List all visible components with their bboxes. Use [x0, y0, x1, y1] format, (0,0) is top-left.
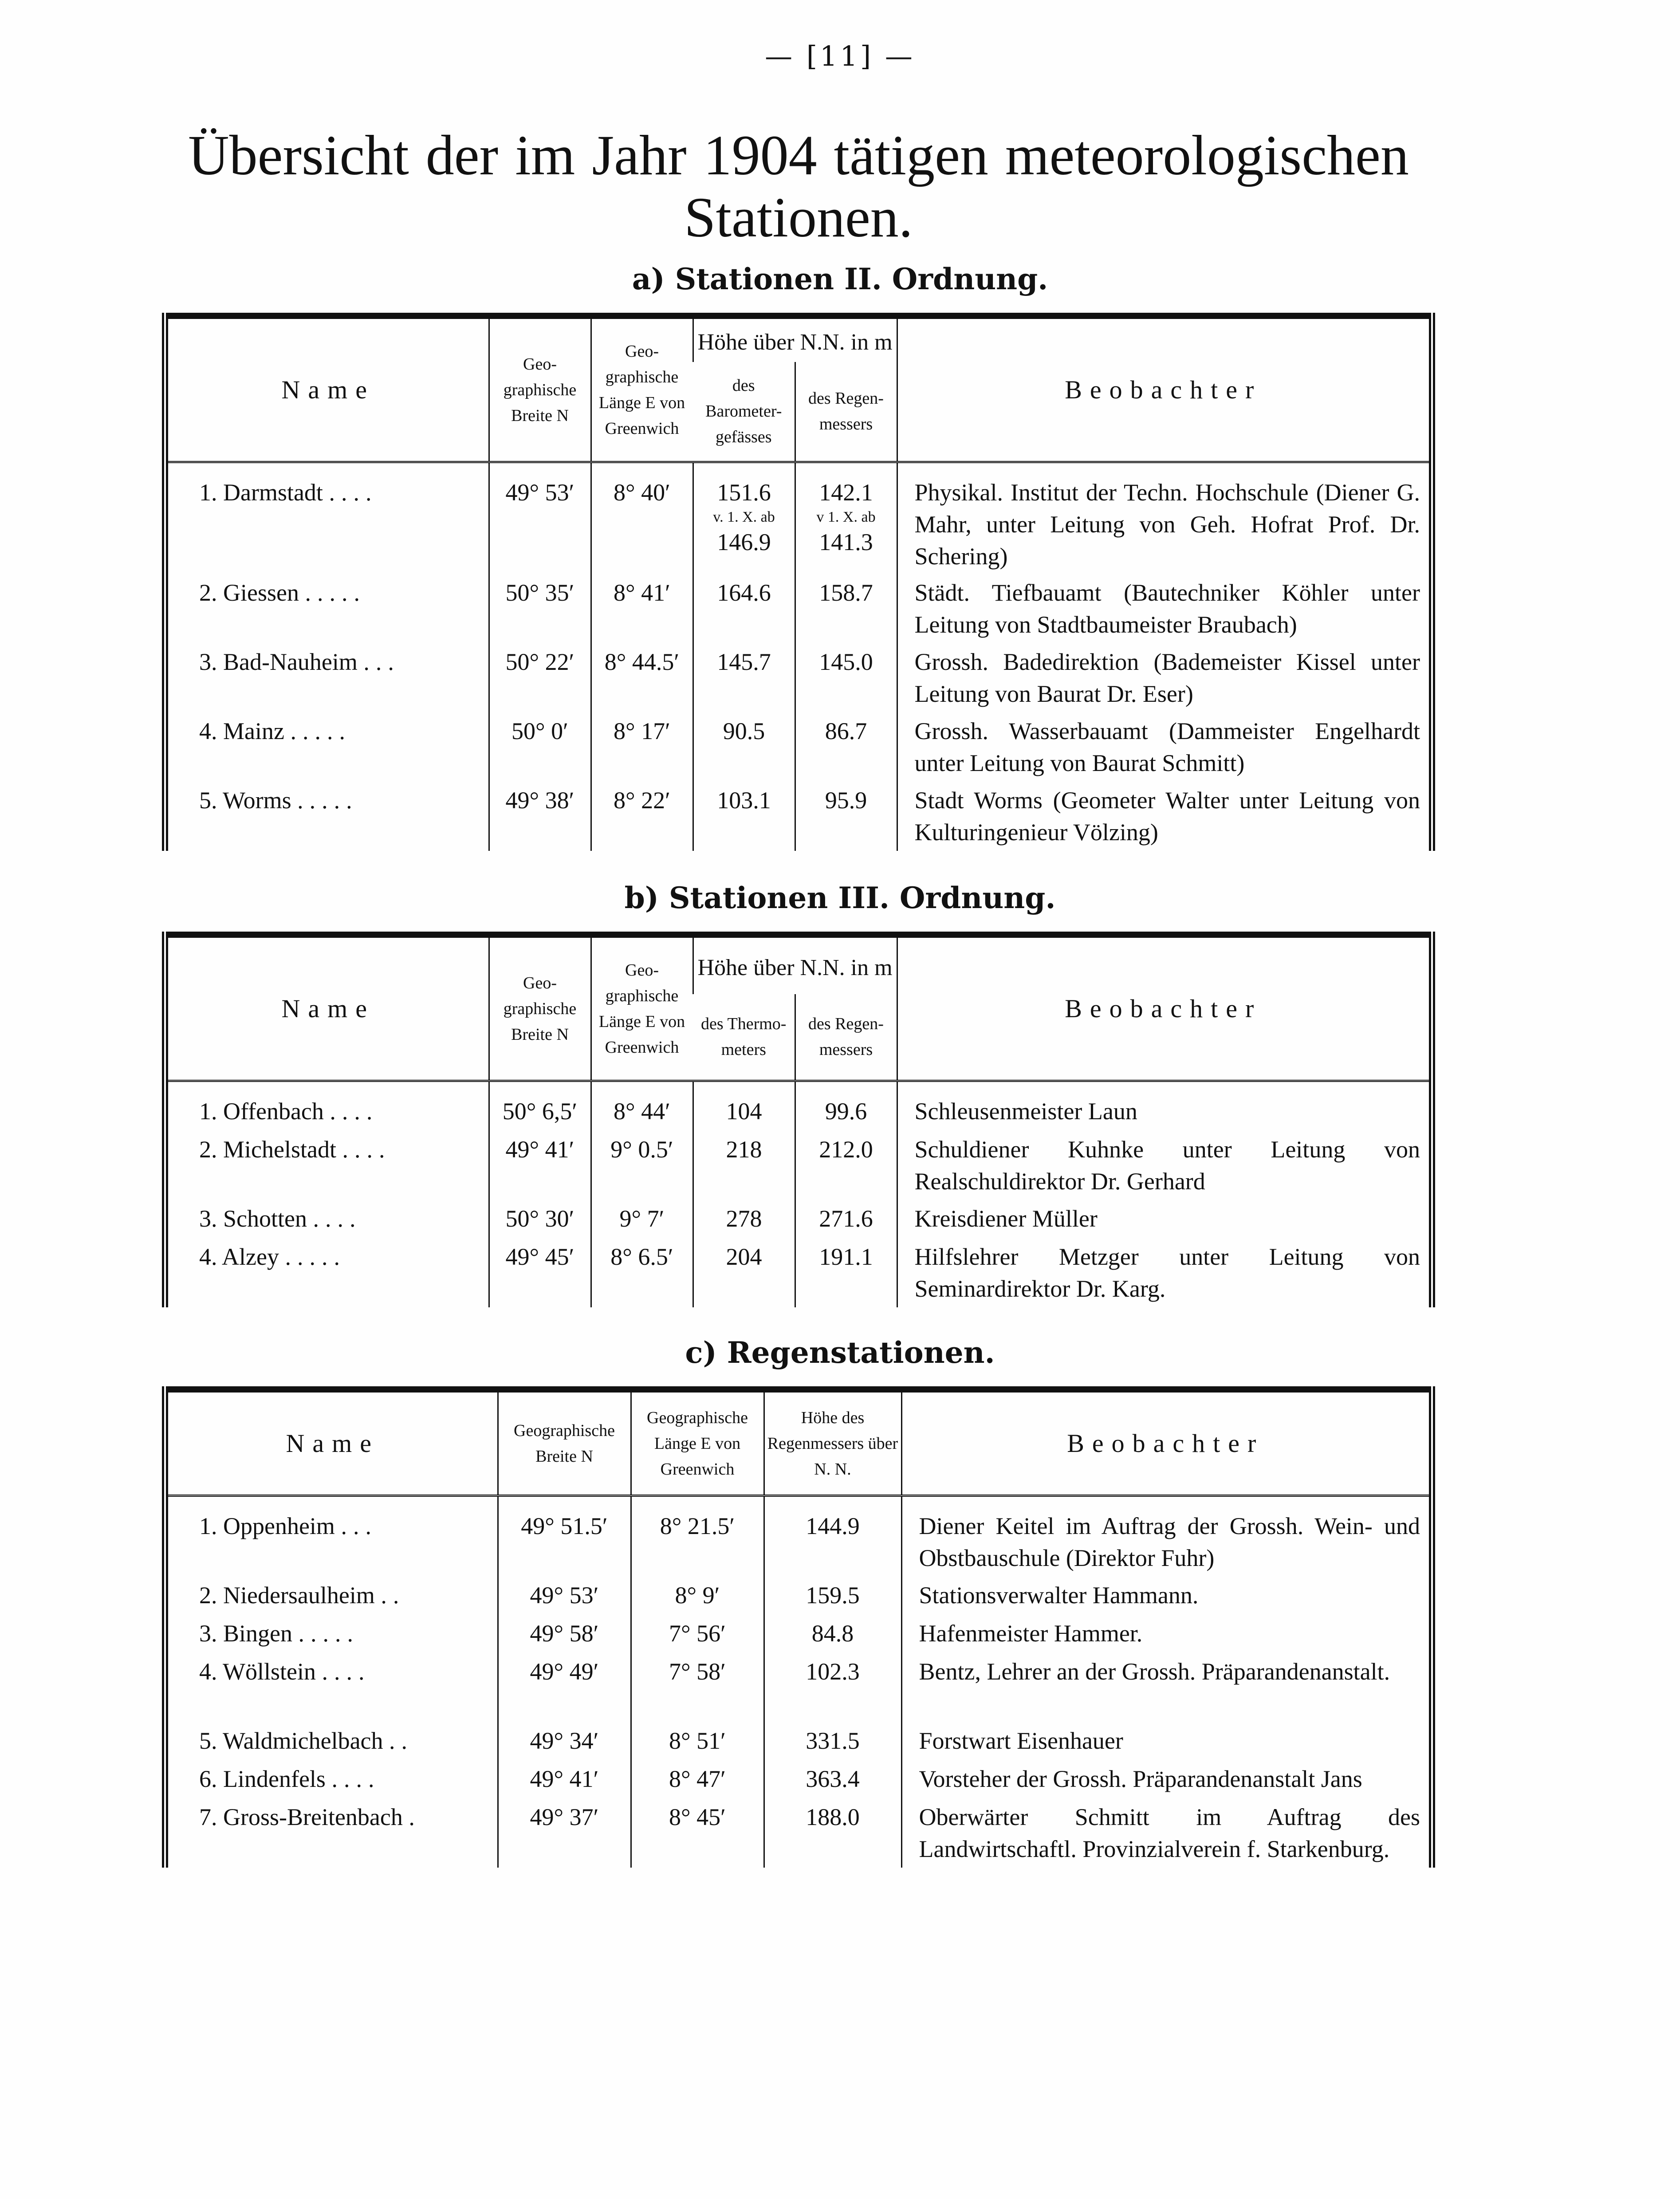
station-name: 3. Schotten — [199, 1205, 307, 1232]
station-hoehe-barometer: 151.6 — [717, 479, 771, 506]
station-laenge: 8° 45′ — [631, 1798, 764, 1868]
header-hoehe: Höhe des Regenmessers über N. N. — [764, 1389, 901, 1496]
header-beobachter: Beobachter — [897, 316, 1432, 462]
header-hoehe-barometer: des Barometer-gefässes — [693, 362, 795, 462]
station-breite: 50° 0′ — [489, 712, 591, 782]
header-beobachter: Beobachter — [901, 1389, 1432, 1496]
station-breite: 50° 30′ — [489, 1200, 591, 1238]
station-laenge: 8° 21.5′ — [631, 1496, 764, 1577]
station-name: 5. Worms — [199, 787, 291, 814]
station-name: 4. Wöllstein — [199, 1658, 316, 1685]
station-hoehe-regenmesser: 95.9 — [795, 782, 897, 851]
table-stations-iii — [162, 932, 1435, 1307]
station-hoehe-barometer: 90.5 — [693, 712, 795, 782]
station-laenge: 8° 47′ — [631, 1760, 764, 1798]
station-breite: 49° 45′ — [489, 1238, 591, 1307]
station-hoehe-regenmesser: 84.8 — [764, 1615, 901, 1653]
table-regenstationen — [162, 1386, 1435, 1868]
station-name: 1. Darmstadt — [199, 479, 323, 506]
table-row: 7. Gross-Breitenbach . 49° 37′ 8° 45′ 188.0 Oberwärter Schmitt im Auftrag des Landwirtschaftl. Provinzialverein f. Starkenburg. — [165, 1798, 1432, 1868]
header-breite: Geo-graphische Breite N — [489, 935, 591, 1081]
table-row: 5. Waldmichelbach .. 49° 34′ 8° 51′ 331.5 Forstwart Eisenhauer — [165, 1722, 1432, 1760]
header-laenge: Geographische Länge E von Greenwich — [631, 1389, 764, 1496]
station-breite: 49° 53′ — [489, 462, 591, 574]
station-name: 1. Offenbach — [199, 1098, 324, 1125]
station-hoehe-thermometer: 204 — [693, 1238, 795, 1307]
station-beobachter: Forstwart Eisenhauer — [901, 1722, 1432, 1760]
station-breite: 50° 35′ — [489, 574, 591, 643]
header-hoehe: Höhe über N.N. in m — [693, 935, 897, 994]
station-breite: 49° 34′ — [498, 1722, 631, 1760]
header-name: Name — [165, 935, 489, 1081]
station-laenge: 8° 9′ — [631, 1577, 764, 1615]
station-hoehe-regenmesser: 363.4 — [764, 1760, 901, 1798]
station-hoehe-thermometer: 104 — [693, 1081, 795, 1131]
station-hoehe-regenmesser: 191.1 — [795, 1238, 897, 1307]
station-hoehe-regenmesser: 158.7 — [795, 574, 897, 643]
table-row: 1. Oppenheim ... 49° 51.5′ 8° 21.5′ 144.9 Diener Keitel im Auftrag der Grossh. Wein- und Obstbauschule (Direktor Fuhr) — [165, 1496, 1432, 1577]
station-hoehe-thermometer: 218 — [693, 1131, 795, 1200]
station-hoehe-regenmesser: 212.0 — [795, 1131, 897, 1200]
header-laenge: Geo-graphische Länge E von Greenwich — [591, 935, 693, 1081]
station-hoehe-regenmesser-alt: 141.3 — [819, 529, 873, 555]
table-row: 6. Lindenfels .... 49° 41′ 8° 47′ 363.4 Vorsteher der Grossh. Präparandenanstalt Jans — [165, 1760, 1432, 1798]
station-breite: 49° 37′ — [498, 1798, 631, 1868]
header-laenge: Geo-graphische Länge E von Greenwich — [591, 316, 693, 462]
station-laenge: 9° 7′ — [591, 1200, 693, 1238]
station-hoehe-regenmesser: 159.5 — [764, 1577, 901, 1615]
station-hoehe-regenmesser: 102.3 — [764, 1653, 901, 1722]
station-breite: 49° 51.5′ — [498, 1496, 631, 1577]
station-breite: 50° 6,5′ — [489, 1081, 591, 1131]
station-laenge: 7° 58′ — [631, 1653, 764, 1722]
station-hoehe-regenmesser: 331.5 — [764, 1722, 901, 1760]
station-beobachter: Grossh. Badedirektion (Bademeister Kissel unter Leitung von Baurat Dr. Eser) — [897, 643, 1432, 712]
station-beobachter: Schleusenmeister Laun — [897, 1081, 1432, 1131]
station-hoehe-note: v. 1. X. ab — [713, 509, 775, 525]
table-row: 5. Worms ..... 49° 38′ 8° 22′ 103.1 95.9 Stadt Worms (Geometer Walter unter Leitung von Kulturingenieur Völzing) — [165, 782, 1432, 851]
station-breite: 49° 58′ — [498, 1615, 631, 1653]
page-number: — [11] — — [765, 40, 915, 72]
station-breite: 49° 41′ — [489, 1131, 591, 1200]
station-beobachter: Städt. Tiefbauamt (Bautechniker Köhler unter Leitung von Stadtbaumeister Braubach) — [897, 574, 1432, 643]
station-beobachter: Physikal. Institut der Techn. Hochschule (Diener G. Mahr, unter Leitung von Geh. Hofrat Prof. Dr. Schering) — [897, 462, 1432, 574]
station-name: 1. Oppenheim — [199, 1513, 335, 1539]
table-row: 2. Giessen ..... 50° 35′ 8° 41′ 164.6 158.7 Städt. Tiefbauamt (Bautechniker Köhler unter Leitung von Stadtbaumeister Braubach) — [165, 574, 1432, 643]
station-hoehe-regenmesser: 144.9 — [764, 1496, 901, 1577]
table-row: 3. Schotten .... 50° 30′ 9° 7′ 278 271.6 Kreisdiener Müller — [165, 1200, 1432, 1238]
section-heading-a: a) Stationen II. Ordnung. — [632, 262, 1048, 296]
header-beobachter: Beobachter — [897, 935, 1432, 1081]
header-breite: Geo-graphische Breite N — [489, 316, 591, 462]
station-hoehe-thermometer: 278 — [693, 1200, 795, 1238]
station-hoehe-regenmesser: 86.7 — [795, 712, 897, 782]
station-hoehe-regenmesser: 99.6 — [795, 1081, 897, 1131]
station-laenge: 8° 44′ — [591, 1081, 693, 1131]
station-hoehe-regenmesser: 145.0 — [795, 643, 897, 712]
station-name: 2. Niedersaulheim — [199, 1582, 375, 1609]
page-title: Übersicht der im Jahr 1904 tätigen meteorologischen Stationen. — [188, 124, 1409, 249]
station-beobachter: Diener Keitel im Auftrag der Grossh. Wein- und Obstbauschule (Direktor Fuhr) — [901, 1496, 1432, 1577]
section-heading-b: b) Stationen III. Ordnung. — [624, 881, 1056, 915]
table-row: 4. Mainz ..... 50° 0′ 8° 17′ 90.5 86.7 Grossh. Wasserbauamt (Dammeister Engelhardt unter Leitung von Baurat Schmitt) — [165, 712, 1432, 782]
station-breite: 49° 49′ — [498, 1653, 631, 1722]
table-stations-ii — [162, 313, 1435, 851]
station-name: 2. Giessen — [199, 579, 299, 606]
station-name: 6. Lindenfels — [199, 1766, 326, 1792]
station-hoehe-regenmesser: 142.1 — [819, 479, 873, 506]
station-laenge: 8° 6.5′ — [591, 1238, 693, 1307]
station-hoehe-barometer: 145.7 — [693, 643, 795, 712]
station-hoehe-regenmesser: 188.0 — [764, 1798, 901, 1868]
station-hoehe-regenmesser: 271.6 — [795, 1200, 897, 1238]
station-beobachter: Grossh. Wasserbauamt (Dammeister Engelhardt unter Leitung von Baurat Schmitt) — [897, 712, 1432, 782]
header-name: Name — [165, 316, 489, 462]
header-hoehe-regenmesser: des Regen-messers — [795, 362, 897, 462]
table-row: 4. Wöllstein .... 49° 49′ 7° 58′ 102.3 Bentz, Lehrer an der Grossh. Präparandenanstalt. — [165, 1653, 1432, 1722]
station-beobachter: Oberwärter Schmitt im Auftrag des Landwirtschaftl. Provinzialverein f. Starkenburg. — [901, 1798, 1432, 1868]
station-name: 2. Michelstadt — [199, 1136, 336, 1163]
station-laenge: 8° 22′ — [591, 782, 693, 851]
station-laenge: 8° 51′ — [631, 1722, 764, 1760]
header-hoehe-thermometer: des Thermo-meters — [693, 994, 795, 1081]
station-name: 3. Bad-Nauheim — [199, 649, 358, 675]
table-row: 4. Alzey ..... 49° 45′ 8° 6.5′ 204 191.1 Hilfslehrer Metzger unter Leitung von Seminardirektor Dr. Karg. — [165, 1238, 1432, 1307]
station-beobachter: Hilfslehrer Metzger unter Leitung von Seminardirektor Dr. Karg. — [897, 1238, 1432, 1307]
table-row: 2. Niedersaulheim .. 49° 53′ 8° 9′ 159.5 Stationsverwalter Hammann. — [165, 1577, 1432, 1615]
station-name: 7. Gross-Breitenbach — [199, 1804, 403, 1830]
header-breite: Geographische Breite N — [498, 1389, 631, 1496]
station-breite: 50° 22′ — [489, 643, 591, 712]
station-beobachter: Schuldiener Kuhnke unter Leitung von Realschuldirektor Dr. Gerhard — [897, 1131, 1432, 1200]
station-hoehe-note: v 1. X. ab — [816, 509, 876, 525]
header-hoehe-regenmesser: des Regen-messers — [795, 994, 897, 1081]
station-beobachter: Stationsverwalter Hammann. — [901, 1577, 1432, 1615]
table-row: 2. Michelstadt .... 49° 41′ 9° 0.5′ 218 212.0 Schuldiener Kuhnke unter Leitung von Realschuldirektor Dr. Gerhard — [165, 1131, 1432, 1200]
station-name: 3. Bingen — [199, 1620, 292, 1647]
station-hoehe-barometer: 103.1 — [693, 782, 795, 851]
table-row: 3. Bingen ..... 49° 58′ 7° 56′ 84.8 Hafenmeister Hammer. — [165, 1615, 1432, 1653]
station-laenge: 8° 17′ — [591, 712, 693, 782]
table-row: 1. Offenbach .... 50° 6,5′ 8° 44′ 104 99.6 Schleusenmeister Laun — [165, 1081, 1432, 1131]
station-laenge: 8° 40′ — [591, 462, 693, 574]
station-beobachter: Kreisdiener Müller — [897, 1200, 1432, 1238]
station-breite: 49° 53′ — [498, 1577, 631, 1615]
station-name: 4. Mainz — [199, 718, 284, 744]
station-name: 5. Waldmichelbach — [199, 1727, 383, 1754]
station-hoehe-barometer: 164.6 — [693, 574, 795, 643]
station-hoehe-barometer-alt: 146.9 — [717, 529, 771, 555]
station-beobachter: Hafenmeister Hammer. — [901, 1615, 1432, 1653]
station-beobachter: Bentz, Lehrer an der Grossh. Präparandenanstalt. — [901, 1653, 1432, 1722]
section-heading-c: c) Regenstationen. — [685, 1335, 995, 1370]
station-laenge: 8° 41′ — [591, 574, 693, 643]
header-name: Name — [165, 1389, 498, 1496]
station-laenge: 8° 44.5′ — [591, 643, 693, 712]
station-laenge: 9° 0.5′ — [591, 1131, 693, 1200]
station-beobachter: Stadt Worms (Geometer Walter unter Leitung von Kulturingenieur Völzing) — [897, 782, 1432, 851]
station-beobachter: Vorsteher der Grossh. Präparandenanstalt Jans — [901, 1760, 1432, 1798]
station-name: 4. Alzey — [199, 1243, 279, 1270]
station-breite: 49° 38′ — [489, 782, 591, 851]
table-row: 3. Bad-Nauheim ... 50° 22′ 8° 44.5′ 145.7 145.0 Grossh. Badedirektion (Bademeister Kissel unter Leitung von Baurat Dr. Eser) — [165, 643, 1432, 712]
header-hoehe: Höhe über N.N. in m — [693, 316, 897, 362]
station-laenge: 7° 56′ — [631, 1615, 764, 1653]
table-row: 1. Darmstadt .... 49° 53′ 8° 40′ 151.6 v. 1. X. ab 146.9 142.1 v 1. X. ab 141.3 Physikal. Institut der Techn. Hochschule (Diener G. Mahr, unter Leitung von Geh. Hofrat Prof. Dr. Schering) — [165, 462, 1432, 574]
station-breite: 49° 41′ — [498, 1760, 631, 1798]
